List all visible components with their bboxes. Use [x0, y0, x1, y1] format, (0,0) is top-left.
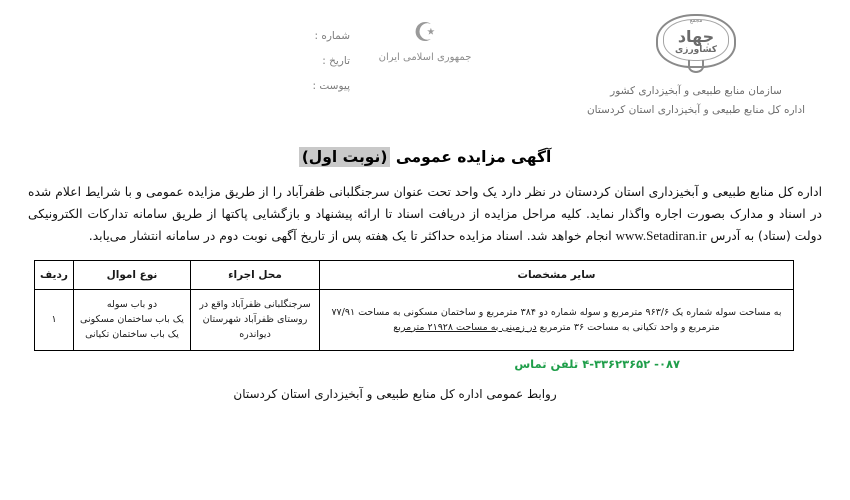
country-name: جمهوری اسلامی ایران [378, 52, 472, 63]
field-attachment-label: پیوست : [312, 80, 350, 92]
sayer-line-2-pre: مترمربع و واحد تکیانی به مساحت ٣۶ مترمربع [536, 321, 720, 333]
sayer-line-2-underlined: در زمینی به مساحت ٢١٩٢٨ مترمربع [393, 321, 537, 333]
paragraph-part-1: اداره کل منابع طبیعی و آبخیزداری استان کردستان در نظر دارد یک واحد تحت عنوان سرجنگلبانی ظفرآباد را از طریق مزایده عمومی و با شرایط اعلام شده در اسناد و مدارک بصورت اجاره واگذار نماید. کلیه مراحل مزایده از دریافت اسناد تا ارائه پیشنهاد و بازگشایی پاکتها از طریق سامانه تدارکات الکترونیکی دولت (ستاد) به آدرس [28, 185, 822, 243]
cell-radif: ١ [35, 289, 74, 350]
seal-sub-text: کشاورزی [675, 45, 717, 55]
cell-noe-amval [74, 289, 191, 350]
cell-sayer-moshakhasat [320, 289, 794, 350]
country-block [350, 18, 500, 63]
noe-amval-line-2: یک باب ساختمان مسکونی [80, 314, 184, 325]
page-title-plain: آگهی مزایده عمومی [390, 148, 552, 166]
sayer-line-1: به مساحت سوله شماره یک ٩۶٣/۶ مترمربع و سوله شماره دو ٣٨۴ مترمربع و ساختمان مسکونی به مساحت ٧٧/٩١ [331, 306, 782, 318]
seal-top-text: مجمع [689, 18, 703, 24]
organization-block [556, 12, 836, 120]
title-area [0, 146, 850, 176]
table-row [35, 289, 794, 350]
mahal-line-2: روستای ظفرآباد شهرستان [202, 314, 308, 325]
announcement-paragraph [28, 182, 822, 248]
footer-public-relations: روابط عمومی اداره کل منابع طبیعی و آبخیزداری استان کردستان [233, 386, 557, 401]
paragraph-part-2: انجام خواهد شد. اسناد مزایده حداکثر تا یک هفته پس از تاریخ آگهی نوبت دوم در سامانه انتشار می‌یابد. [88, 229, 616, 243]
bid-table [34, 260, 794, 351]
iran-emblem-icon: ☪ [413, 18, 437, 48]
table-header-row [35, 260, 794, 289]
seal-main-text: جهاد [677, 27, 715, 46]
header-radif: ردیف [35, 260, 74, 289]
contact-phone: ٠٨٧- ٣٣۶٢٣۶۵٢-۴ تلفن تماس [514, 356, 680, 371]
noe-amval-line-1: دو باب سوله [106, 299, 158, 310]
noe-amval-line-3: یک باب ساختمان تکیانی [85, 329, 179, 340]
page-title-highlight: (نوبت اول) [299, 147, 391, 167]
setadiran-url[interactable]: www.Setadiran.ir [615, 228, 707, 243]
jahad-keshavarzi-seal-icon [653, 12, 739, 74]
page-title [295, 146, 556, 168]
header-sayer-moshakhasat: سایر مشخصات [320, 260, 794, 289]
header-mahal-ejra: محل اجراء [191, 260, 320, 289]
field-date-label: تاریخ : [322, 55, 350, 67]
field-number-label: شماره : [314, 30, 350, 42]
organization-line-1: سازمان منابع طبیعی و آبخیزداری کشور [610, 85, 782, 97]
bid-table-wrapper [34, 260, 794, 351]
letterhead [0, 0, 850, 140]
organization-line-2: اداره کل منابع طبیعی و آبخیزداری استان کردستان [586, 104, 806, 116]
mahal-line-3: دیواندره [239, 329, 271, 340]
header-noe-amval: نوع اموال [74, 260, 191, 289]
cell-mahal-ejra [191, 289, 320, 350]
mahal-line-1: سرجنگلبانی ظفرآباد واقع در [199, 299, 311, 310]
letterhead-fields [230, 24, 350, 99]
